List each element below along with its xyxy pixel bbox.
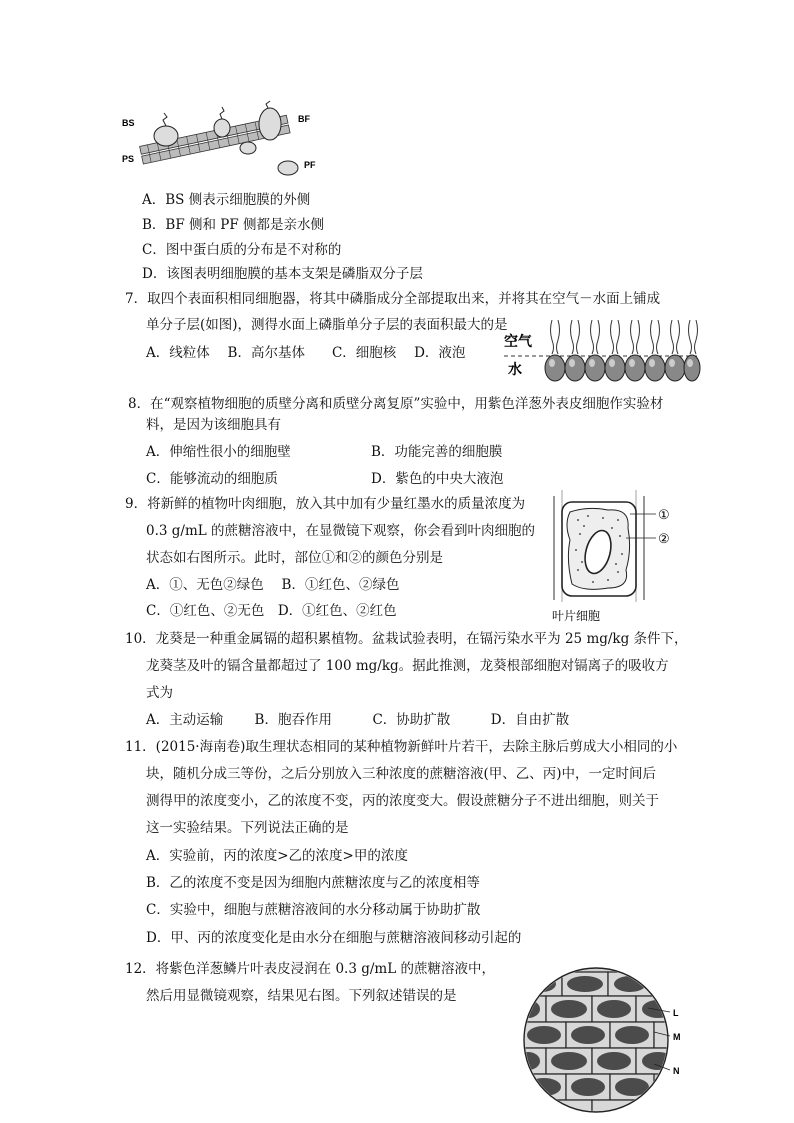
q11-option-c: C．实验中，细胞与蔗糖溶液间的水分移动属于协助扩散 — [146, 902, 481, 918]
ps-label: PS — [122, 154, 135, 164]
q9-stem-line-2: 0.3 g/mL 的蔗糖溶液中，在显微镜下观察，你会看到叶肉细胞的 — [146, 523, 536, 539]
q12-stem-line-2: 然后用显微镜观察，结果见右图。下列叙述错误的是 — [146, 988, 457, 1004]
leaf-cell-figure — [548, 490, 688, 625]
q10-stem-line-2: 龙葵茎及叶的镉含量都超过了 100 mg/kg。据此推测，龙葵根部细胞对镉离子的吸收方 — [146, 658, 669, 674]
n-label: N — [673, 1066, 680, 1076]
water-label: 水 — [508, 362, 522, 378]
q10-stem-line-1: 10．龙葵是一种重金属镉的超积累植物。盆栽试验表明，在镉污染水平为 25 mg/kg 条件下， — [125, 631, 688, 647]
q8-option-d: D．紫色的中央大液泡 — [371, 471, 504, 487]
q10-stem-line-3: 式为 — [146, 685, 173, 701]
q6-option-a: A．BS 侧表示细胞膜的外侧 — [142, 192, 311, 208]
part-1-label: ① — [658, 508, 670, 523]
q6-option-c: C．图中蛋白质的分布是不对称的 — [142, 242, 342, 258]
phospholipid-monolayer-figure — [502, 316, 702, 388]
q11-stem-line-4: 这一实验结果。下列说法正确的是 — [146, 820, 349, 836]
q11-stem-line-3: 测得甲的浓度变小，乙的浓度不变，丙的浓度变大。假设蔗糖分子不进出细胞，则关于 — [146, 793, 659, 809]
pf-label: PF — [304, 160, 316, 170]
air-label: 空气 — [504, 334, 532, 350]
q8-stem-line-2: 料，是因为该细胞具有 — [146, 417, 281, 433]
q9-option-line-1: A．①、无色②绿色 B．①红色、②绿色 — [146, 577, 400, 593]
m-label: M — [673, 1032, 681, 1042]
q7-options: A．线粒体 B．高尔基体 C．细胞核 D．液泡 — [146, 345, 466, 361]
q11-stem-line-1: 11．(2015·海南卷)取生理状态相同的某种植物新鲜叶片若干，去除主脉后剪成大小相同的小 — [125, 739, 678, 755]
leaf-cell-caption: 叶片细胞 — [552, 609, 601, 623]
part-2-label: ② — [658, 532, 670, 547]
q9-stem-line-1: 9．将新鲜的植物叶肉细胞，放入其中加有少量红墨水的质量浓度为 — [125, 496, 526, 512]
q8-option-b: B．功能完善的细胞膜 — [371, 444, 503, 460]
q11-option-d: D．甲、丙的浓度变化是由水分在细胞与蔗糖溶液间移动引起的 — [146, 930, 522, 946]
q7-stem-line-2: 单分子层(如图)，测得水面上磷脂单分子层的表面积最大的是 — [146, 317, 508, 333]
bf-label: BF — [298, 114, 310, 124]
q6-option-d: D．该图表明细胞膜的基本支架是磷脂双分子层 — [142, 266, 423, 282]
membrane-figure — [118, 100, 318, 190]
q6-option-b: B．BF 侧和 PF 侧都是亲水侧 — [142, 217, 325, 233]
q9-option-line-2: C．①红色、②无色 D．①红色、②红色 — [146, 603, 397, 619]
q9-stem-line-3: 状态如右图所示。此时，部位①和②的颜色分别是 — [146, 550, 443, 566]
q8-option-c: C．能够流动的细胞质 — [146, 471, 278, 487]
q8-stem-line-1: 8．在“观察植物细胞的质壁分离和质壁分离复原”实验中，用紫色洋葱外表皮细胞作实验材 — [128, 396, 664, 412]
q12-stem-line-1: 12．将紫色洋葱鳞片叶表皮浸润在 0.3 g/mL 的蔗糖溶液中， — [125, 961, 495, 977]
q11-option-a: A．实验前，丙的浓度>乙的浓度>甲的浓度 — [146, 848, 408, 864]
q11-stem-line-2: 块，随机分成三等份，之后分别放入三种浓度的蔗糖溶液(甲、乙、丙)中，一定时间后 — [146, 766, 657, 782]
bs-label: BS — [122, 118, 135, 128]
q10-options: A．主动运输 B．胞吞作用 C．协助扩散 D．自由扩散 — [146, 712, 570, 728]
onion-epidermis-micrograph — [520, 966, 692, 1114]
l-label: L — [673, 1008, 679, 1018]
q7-stem-line-1: 7．取四个表面积相同细胞器，将其中磷脂成分全部提取出来，并将其在空气－水面上铺成 — [125, 291, 661, 307]
q11-option-b: B．乙的浓度不变是因为细胞内蔗糖浓度与乙的浓度相等 — [146, 875, 480, 891]
q8-option-a: A．伸缩性很小的细胞壁 — [146, 444, 291, 460]
